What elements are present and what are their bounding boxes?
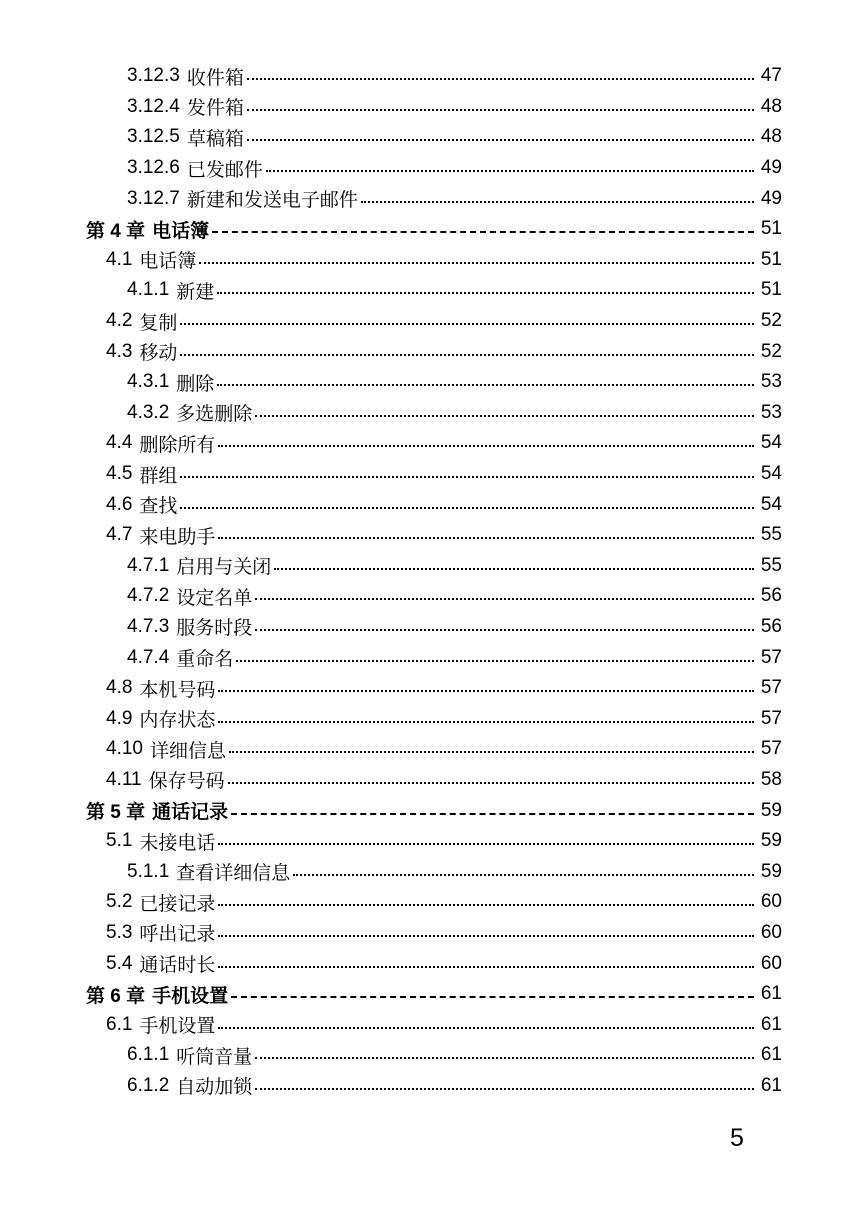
toc-entry-title: 启用与关闭 [176, 556, 272, 579]
toc-entry[interactable] [0, 428, 868, 459]
toc-entry-title: 电话簿 [139, 251, 197, 273]
toc-entry[interactable] [0, 703, 868, 734]
toc-entry-number: 第 6 章 [86, 985, 146, 1007]
toc-entry-number: 4.1.1 [127, 279, 170, 301]
toc-entry-page: 54 [760, 463, 782, 485]
toc-entry-number: 4.6 [106, 493, 133, 515]
dot-leader [247, 78, 754, 80]
dot-leader [236, 660, 754, 662]
toc-entry-number: 4.3.1 [127, 371, 170, 393]
toc-entry-title: 电话簿 [152, 220, 210, 242]
toc-entry-page: 49 [760, 157, 782, 179]
toc-entry-number: 第 4 章 [86, 220, 146, 242]
dot-leader [266, 170, 754, 172]
toc-entry[interactable] [0, 398, 868, 429]
toc-entry[interactable] [0, 581, 868, 612]
dot-leader [218, 966, 754, 968]
toc-entry-page: 54 [760, 432, 782, 454]
toc-entry-number: 4.1 [106, 248, 133, 270]
dot-leader [361, 201, 754, 203]
toc-entry[interactable] [0, 489, 868, 520]
dot-leader [231, 813, 754, 815]
toc-entry-number: 3.12.4 [127, 95, 180, 117]
toc-entry-number: 4.7.2 [127, 585, 170, 607]
dot-leader [199, 262, 754, 264]
toc-entry-page: 48 [760, 95, 782, 117]
toc-entry[interactable] [0, 367, 868, 398]
toc-entry-page: 55 [760, 554, 782, 576]
toc-entry-title: 删除 [176, 372, 215, 395]
toc-entry-page: 57 [760, 677, 782, 699]
dot-leader [247, 109, 754, 111]
dot-leader [217, 292, 754, 294]
dot-leader [218, 843, 754, 845]
toc-entry-page: 60 [760, 952, 782, 974]
toc-entry-title: 未接电话 [139, 832, 216, 854]
toc-entry-title: 已发邮件 [186, 158, 263, 181]
toc-entry-title: 来电助手 [139, 526, 216, 548]
toc-entry[interactable] [0, 183, 868, 214]
dot-leader [231, 996, 754, 998]
toc-entry[interactable] [0, 642, 868, 673]
toc-entry-number: 4.7.3 [127, 615, 170, 637]
toc-entry-page: 47 [760, 65, 782, 87]
dot-leader [229, 751, 754, 753]
toc-entry-page: 61 [760, 983, 782, 1005]
toc-entry-page: 48 [760, 126, 782, 148]
toc-entry[interactable] [0, 520, 868, 551]
toc-entry-page: 53 [760, 401, 782, 423]
toc-entry-number: 4.4 [106, 432, 133, 454]
toc-entry-title: 草稿箱 [186, 127, 244, 150]
toc-entry-page: 49 [760, 187, 782, 209]
toc-chapter-entry[interactable] [0, 979, 868, 1010]
dot-leader [255, 598, 754, 600]
toc-entry-page: 51 [760, 279, 782, 301]
toc-entry-page: 61 [760, 1044, 782, 1066]
toc-entry-page: 59 [760, 799, 782, 821]
toc-entry-number: 第 5 章 [86, 802, 146, 824]
dot-leader [218, 904, 754, 906]
toc-entry-number: 4.9 [106, 707, 133, 729]
toc-entry-page: 52 [760, 340, 782, 362]
toc-entry-page: 56 [760, 615, 782, 637]
toc-entry-page: 55 [760, 524, 782, 546]
toc-entry-number: 4.3 [106, 340, 133, 362]
dot-leader [218, 690, 754, 692]
dot-leader [255, 629, 754, 631]
toc-entry-title: 通话记录 [152, 802, 229, 824]
toc-entry-number: 6.1.2 [127, 1074, 170, 1096]
toc-entry-title: 自动加锁 [176, 1076, 253, 1099]
toc-entry-page: 61 [760, 1074, 782, 1096]
toc-entry-number: 4.5 [106, 463, 133, 485]
toc-entry[interactable] [0, 92, 868, 123]
toc-entry[interactable] [0, 306, 868, 337]
toc-entry-page: 59 [760, 830, 782, 852]
toc-entry-title: 通话时长 [139, 955, 216, 977]
toc-entry-title: 收件箱 [186, 66, 244, 89]
toc-entry-number: 4.2 [106, 310, 133, 332]
toc-entry-number: 5.1 [106, 830, 133, 852]
toc-entry[interactable] [0, 153, 868, 184]
toc-entry-page: 60 [760, 891, 782, 913]
toc-chapter-entry[interactable] [0, 214, 868, 245]
dot-leader [228, 782, 754, 784]
toc-entry-title: 详细信息 [149, 740, 226, 762]
toc-entry-page: 54 [760, 493, 782, 515]
toc-entry-number: 5.3 [106, 921, 133, 943]
dot-leader [218, 1027, 754, 1029]
toc-entry-page: 61 [760, 1013, 782, 1035]
dot-leader [180, 354, 754, 356]
dot-leader [212, 231, 754, 233]
toc-entry[interactable] [0, 551, 868, 582]
toc-entry-number: 5.1.1 [127, 860, 170, 882]
toc-entry[interactable] [0, 1071, 868, 1102]
toc-entry[interactable] [0, 122, 868, 153]
toc-entry-title: 查找 [139, 496, 178, 518]
dot-leader [247, 139, 754, 141]
dot-leader [218, 935, 754, 937]
toc-entry[interactable] [0, 612, 868, 643]
toc-entry-title: 重命名 [176, 648, 234, 671]
dot-leader [255, 415, 754, 417]
page-number: 5 [730, 1124, 744, 1152]
toc-entry-title: 手机设置 [152, 985, 229, 1007]
toc-entry-title: 呼出记录 [139, 924, 216, 946]
toc-entry-page: 57 [760, 738, 782, 760]
toc-entry-title: 群组 [139, 465, 178, 487]
dot-leader [180, 507, 754, 509]
dot-leader [217, 384, 754, 386]
toc-entry[interactable] [0, 336, 868, 367]
toc-entry-number: 4.8 [106, 677, 133, 699]
toc-entry-number: 6.1 [106, 1013, 133, 1035]
dot-leader [218, 721, 754, 723]
toc-entry[interactable] [0, 61, 868, 92]
toc-entry[interactable] [0, 459, 868, 490]
toc-entry-number: 3.12.6 [127, 157, 180, 179]
toc-entry[interactable] [0, 765, 868, 796]
toc-entry[interactable] [0, 245, 868, 276]
toc-entry-title: 移动 [139, 343, 178, 365]
toc-entry-page: 60 [760, 921, 782, 943]
toc-chapter-entry[interactable] [0, 795, 868, 826]
toc-entry[interactable] [0, 887, 868, 918]
toc-entry-page: 52 [760, 310, 782, 332]
toc-entry-number: 4.11 [106, 768, 142, 790]
toc-entry-title: 发件箱 [186, 97, 244, 120]
toc-entry[interactable] [0, 1009, 868, 1040]
toc-entry-page: 59 [760, 860, 782, 882]
toc-entry-title: 新建 [176, 280, 215, 303]
dot-leader [180, 323, 754, 325]
toc-entry-page: 57 [760, 646, 782, 668]
dot-leader [274, 568, 754, 570]
toc-entry-title: 保存号码 [148, 771, 225, 793]
toc-entry[interactable] [0, 856, 868, 887]
toc-entry-title: 内存状态 [139, 710, 216, 732]
toc-entry[interactable] [0, 826, 868, 857]
table-of-contents [0, 61, 868, 1101]
toc-entry-number: 6.1.1 [127, 1044, 170, 1066]
toc-entry-title: 手机设置 [139, 1016, 216, 1038]
toc-entry-number: 3.12.7 [127, 187, 180, 209]
toc-entry-number: 4.3.2 [127, 401, 170, 423]
toc-entry-page: 51 [760, 218, 782, 240]
toc-entry-number: 4.7.4 [127, 646, 170, 668]
toc-entry-number: 5.4 [106, 952, 133, 974]
toc-entry-title: 复制 [139, 312, 178, 334]
toc-entry[interactable] [0, 673, 868, 704]
toc-entry-number: 4.7.1 [127, 554, 170, 576]
toc-entry-title: 本机号码 [139, 679, 216, 701]
toc-entry-number: 5.2 [106, 891, 133, 913]
dot-leader [218, 445, 754, 447]
toc-entry[interactable] [0, 948, 868, 979]
toc-entry-title: 已接记录 [139, 893, 216, 915]
toc-entry-page: 51 [760, 248, 782, 270]
toc-entry-title: 查看详细信息 [176, 862, 291, 885]
toc-entry-page: 56 [760, 585, 782, 607]
dot-leader [180, 476, 754, 478]
toc-entry[interactable] [0, 918, 868, 949]
toc-entry-title: 多选删除 [176, 403, 253, 426]
toc-entry-number: 3.12.3 [127, 65, 180, 87]
toc-entry-number: 4.10 [106, 738, 143, 760]
toc-entry-title: 设定名单 [176, 586, 253, 609]
toc-entry-title: 删除所有 [139, 434, 216, 456]
toc-entry[interactable] [0, 275, 868, 306]
toc-entry[interactable] [0, 734, 868, 765]
toc-entry-page: 58 [760, 768, 782, 790]
dot-leader [255, 1057, 754, 1059]
dot-leader [255, 1088, 754, 1090]
toc-entry-page: 57 [760, 707, 782, 729]
dot-leader [293, 874, 754, 876]
toc-entry-title: 新建和发送电子邮件 [186, 189, 358, 212]
toc-entry-title: 听筒音量 [176, 1045, 253, 1068]
dot-leader [218, 537, 754, 539]
toc-entry-page: 53 [760, 371, 782, 393]
toc-entry-number: 4.7 [106, 524, 133, 546]
toc-entry[interactable] [0, 1040, 868, 1071]
toc-entry-number: 3.12.5 [127, 126, 180, 148]
toc-entry-title: 服务时段 [176, 617, 253, 640]
